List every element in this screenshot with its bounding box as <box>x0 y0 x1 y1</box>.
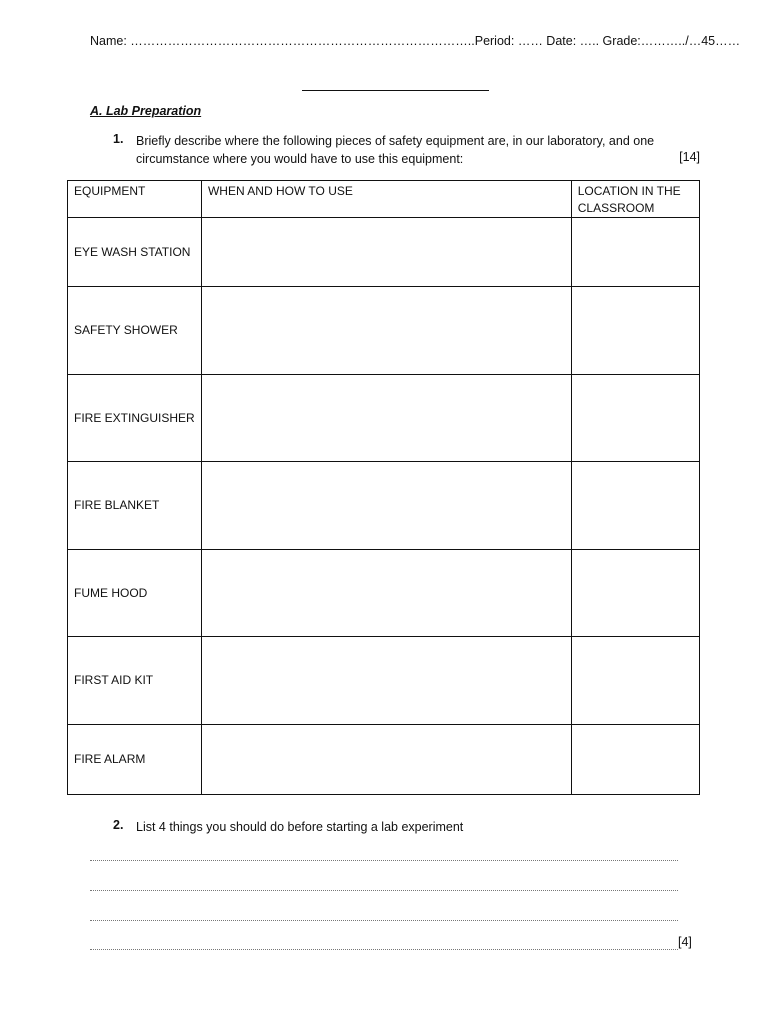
equipment-name: FIRST AID KIT <box>68 637 202 725</box>
table-row <box>68 550 700 637</box>
when-how-answer-cell[interactable] <box>201 637 571 725</box>
table-row <box>68 462 700 550</box>
table-row <box>68 375 700 462</box>
answer-line[interactable] <box>90 920 678 921</box>
student-info-line: Name: ………………………………………………………………………..Period: …… Date: ….. Grade:………../…45…… <box>90 34 741 48</box>
location-answer-cell[interactable] <box>571 550 699 637</box>
answer-line[interactable] <box>90 949 678 950</box>
answer-line[interactable] <box>90 890 678 891</box>
question-2-number: 2. <box>113 818 124 832</box>
location-answer-cell[interactable] <box>571 218 699 287</box>
equipment-name: FUME HOOD <box>68 550 202 637</box>
equipment-name: FIRE BLANKET <box>68 462 202 550</box>
question-1-marks: [14] <box>679 150 700 164</box>
question-2-text: List 4 things you should do before starting a lab experiment <box>136 820 464 834</box>
location-answer-cell[interactable] <box>571 725 699 795</box>
location-answer-cell[interactable] <box>571 375 699 462</box>
table-row <box>68 287 700 375</box>
header-equipment: EQUIPMENT <box>68 181 202 218</box>
location-answer-cell[interactable] <box>571 287 699 375</box>
table-row <box>68 637 700 725</box>
when-how-answer-cell[interactable] <box>201 218 571 287</box>
equipment-name: FIRE EXTINGUISHER <box>68 375 202 462</box>
question-1-text: Briefly describe where the following pieces of safety equipment are, in our laboratory, and one circumstance where you would have to use this equipment: <box>136 134 655 166</box>
when-how-answer-cell[interactable] <box>201 375 571 462</box>
when-how-answer-cell[interactable] <box>201 462 571 550</box>
location-answer-cell[interactable] <box>571 462 699 550</box>
header-location: LOCATION IN THE CLASSROOM <box>571 181 699 218</box>
when-how-answer-cell[interactable] <box>201 725 571 795</box>
answer-line[interactable] <box>90 860 678 861</box>
table-row <box>68 218 700 287</box>
question-2-marks: [4] <box>678 935 692 949</box>
table-row <box>68 725 700 795</box>
when-how-answer-cell[interactable] <box>201 550 571 637</box>
table-header-row <box>68 181 700 218</box>
header-when-how-to-use: WHEN AND HOW TO USE <box>201 181 571 218</box>
section-heading: A. Lab Preparation <box>90 104 202 118</box>
location-answer-cell[interactable] <box>571 637 699 725</box>
title-underline <box>302 90 489 91</box>
equipment-name: FIRE ALARM <box>68 725 202 795</box>
equipment-name: SAFETY SHOWER <box>68 287 202 375</box>
safety-equipment-table <box>67 180 700 795</box>
question-1-number: 1. <box>113 132 124 146</box>
equipment-name: EYE WASH STATION <box>68 218 202 287</box>
when-how-answer-cell[interactable] <box>201 287 571 375</box>
